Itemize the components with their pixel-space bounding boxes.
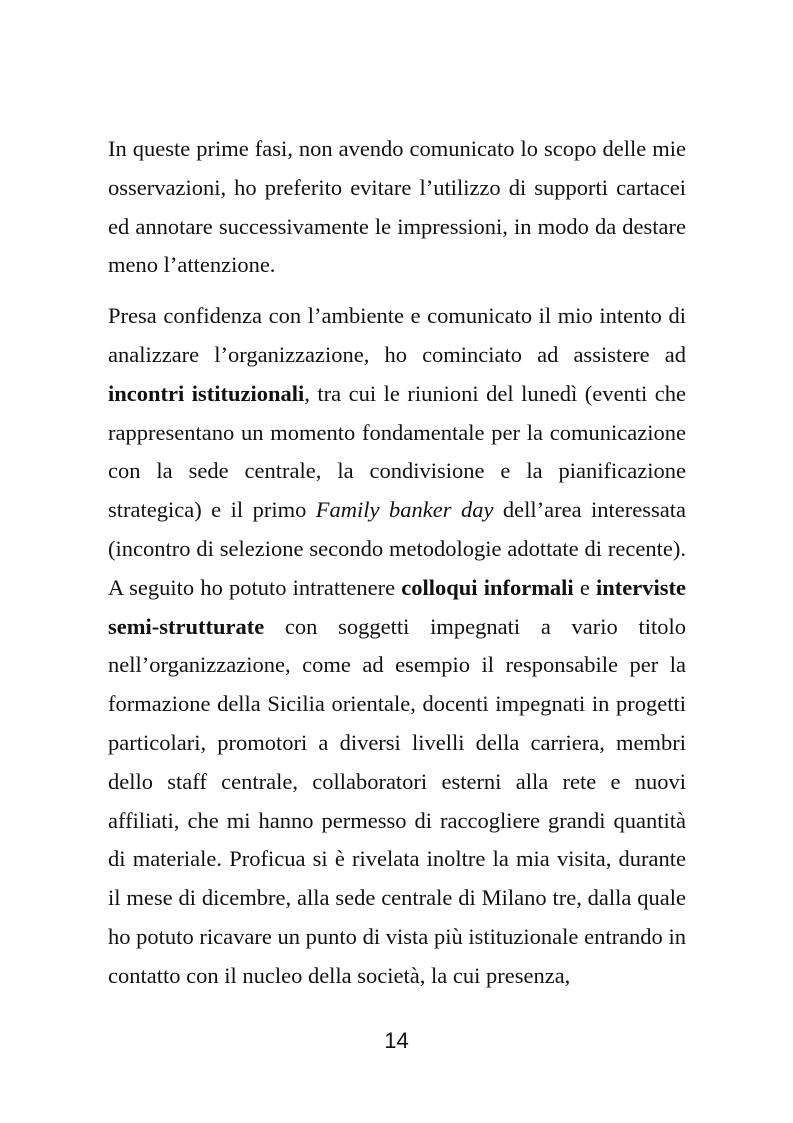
text-run: con soggetti impegnati a vario titolo nell’organizzazione, come ad esempio il responsabile per la formazione della Sicilia orientale, docenti impegnati in progetti particolari, promotori a diversi livelli della carriera, membri dello staff centrale, collaboratori esterni alla rete e nuovi affiliati, che mi hanno permesso di raccogliere grandi quantità di materiale. Proficua si è rivelata inoltre la mia visita, durante il mese di dicembre, alla sede centrale di Milano tre, dalla quale ho potuto ricavare un punto di vista più istituzionale entrando in contatto con il nucleo della società, la cui presenza, (108, 613, 686, 988)
text-run: e (573, 574, 597, 600)
text-run: In queste prime fasi, non avendo comunicato lo scopo delle mie osservazioni, ho preferito evitare l’utilizzo di supporti cartacei ed annotare successivamente le impressioni, in modo da destare meno l’attenzione. (108, 136, 686, 278)
body-text (108, 130, 686, 996)
paragraph-2 (108, 297, 686, 995)
text-run: Presa confidenza con l’ambiente e comunicato il mio intento di analizzare l’organizzazione, ho cominciato ad assistere ad (108, 303, 686, 367)
text-run: dell’area interessata (incontro di selezione secondo metodologie adottate di recente). A seguito ho potuto intrattenere (108, 497, 687, 600)
italic-phrase-family-banker-day: Family banker day (315, 497, 494, 523)
paragraph-1 (108, 130, 686, 285)
text-run: , tra cui le riunioni del lunedì (eventi che rappresentano un momento fondamentale per la comunicazione con la sede centrale, la condivisione e la pianificazione strategica) e il primo (108, 380, 686, 523)
bold-phrase-colloqui-informali: colloqui informali (401, 574, 574, 600)
bold-phrase-incontri-istituzionali: incontri istituzionali (108, 380, 305, 406)
bold-phrase-interviste-semi-strutturate: interviste semi-strutturate (108, 574, 686, 639)
page-number: 14 (384, 1028, 409, 1053)
